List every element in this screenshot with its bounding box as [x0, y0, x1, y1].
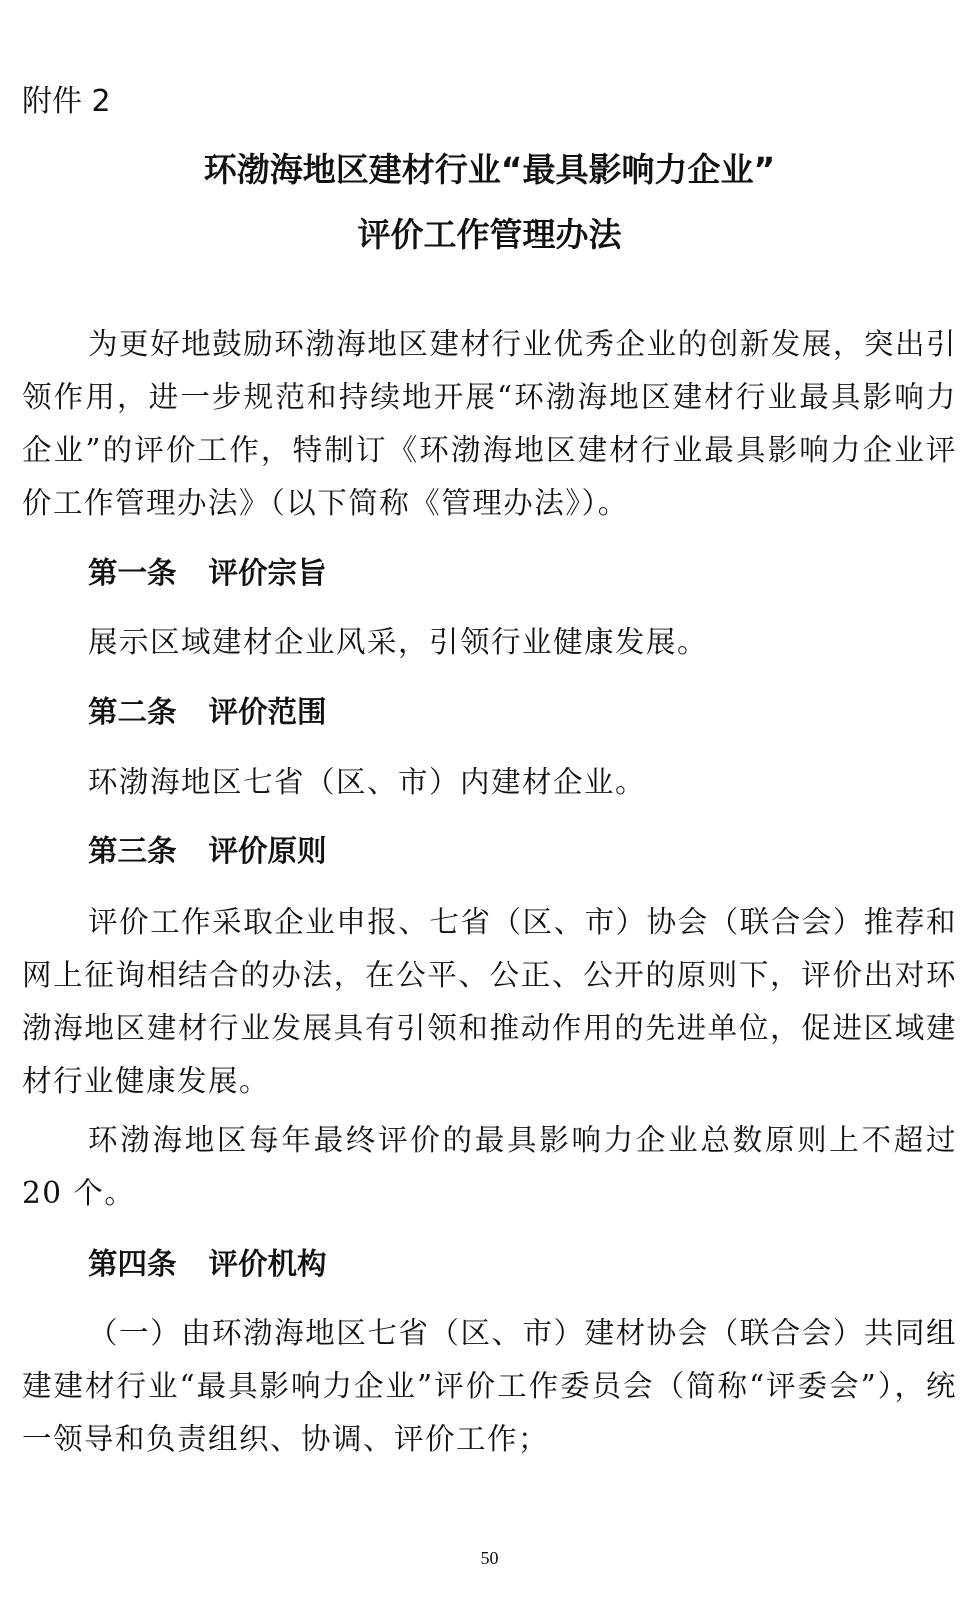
article-4-title: 评价机构 — [208, 1247, 327, 1281]
article-3-paragraph-2: 环渤海地区每年最终评价的最具影响力企业总数原则上不超过 20 个。 — [22, 1123, 957, 1210]
document-title-line-2: 评价工作管理办法 — [357, 215, 622, 254]
article-4-number: 第四条 — [88, 1247, 177, 1281]
attachment-label: 附件 2 — [22, 84, 111, 119]
article-1-title: 评价宗旨 — [208, 556, 327, 590]
article-1-heading — [88, 551, 327, 595]
article-3-paragraph-1: 评价工作采取企业申报、七省（区、市）协会（联合会）推荐和网上征询相结合的办法，在公平、公正、公开的原则下，评价出对环渤海地区建材行业发展具有引领和推动作用的先进单位，促进区域建材行业健康发展。 — [22, 905, 957, 1098]
page-number: 50 — [480, 1548, 499, 1568]
article-1-paragraph: 展示区域建材企业风采，引领行业健康发展。 — [88, 625, 709, 659]
article-2-number: 第二条 — [88, 695, 177, 729]
article-4-heading — [88, 1242, 327, 1286]
article-3-heading — [88, 829, 327, 873]
article-3-title: 评价原则 — [208, 834, 327, 868]
article-4-paragraph-1: （一）由环渤海地区七省（区、市）建材协会（联合会）共同组建建材行业“最具影响力企业”评价工作委员会（简称“评委会”），统一领导和负责组织、协调、评价工作； — [22, 1316, 957, 1456]
article-2-title: 评价范围 — [208, 695, 327, 729]
article-2-heading — [88, 690, 327, 734]
article-3-number: 第三条 — [88, 834, 177, 868]
intro-paragraph: 为更好地鼓励环渤海地区建材行业优秀企业的创新发展，突出引领作用，进一步规范和持续地开展“环渤海地区建材行业最具影响力企业”的评价工作，特制订《环渤海地区建材行业最具影响力企业评价工作管理办法》（以下简称《管理办法》）。 — [22, 327, 957, 520]
article-2-paragraph: 环渤海地区七省（区、市）内建材企业。 — [88, 765, 647, 799]
article-1-number: 第一条 — [88, 556, 177, 590]
document-title-line-1: 环渤海地区建材行业“最具影响力企业” — [203, 150, 776, 189]
